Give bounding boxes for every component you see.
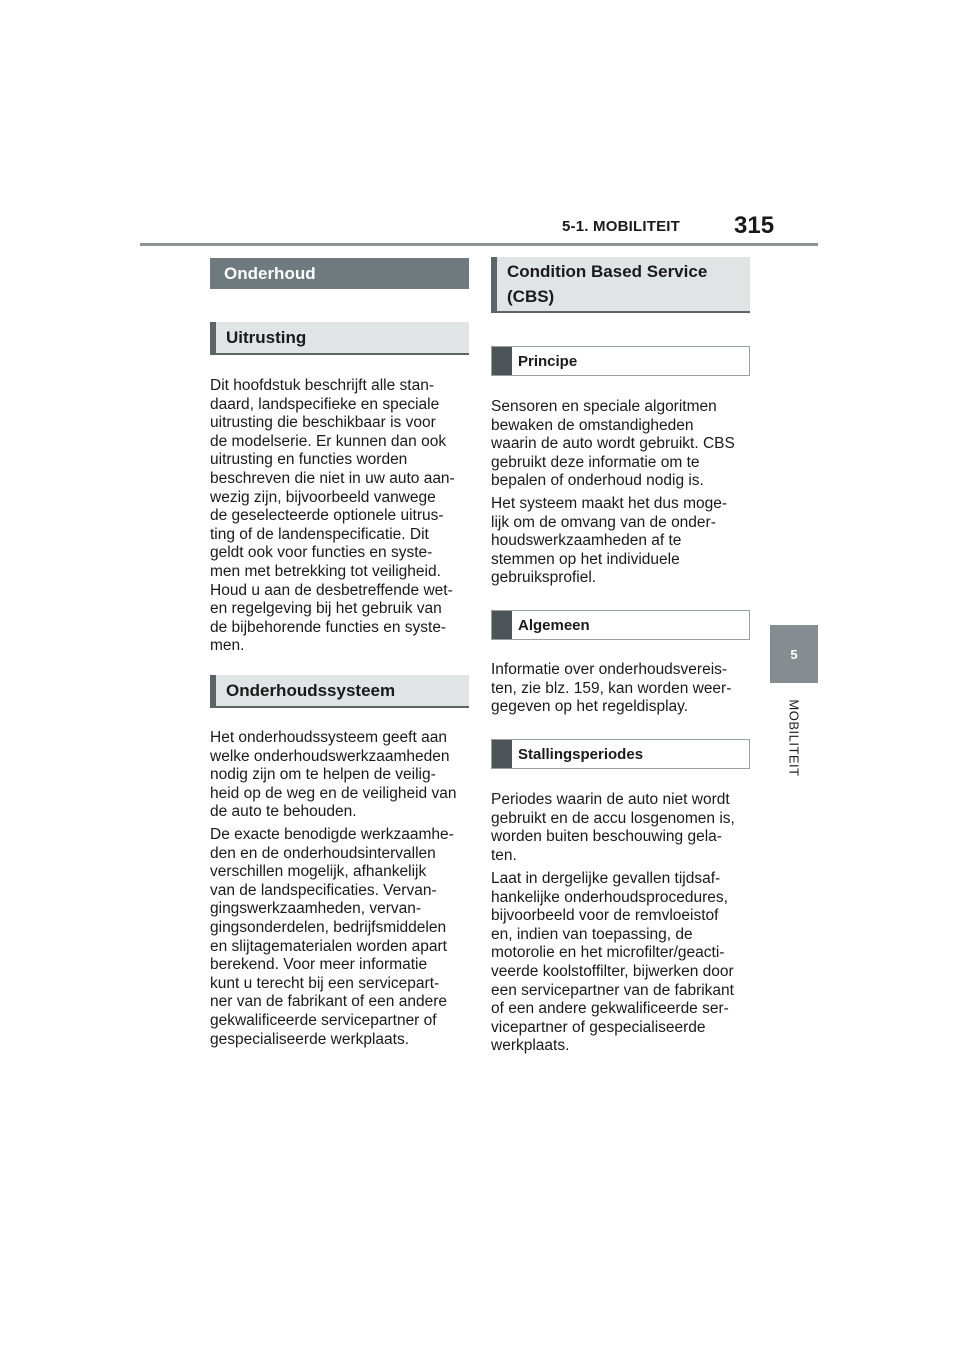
text-line: hankelijke onderhoudsprocedures, xyxy=(491,888,728,906)
text-line: gingswerkzaamheden, vervan- xyxy=(210,900,422,918)
section-title: 5-1. MOBILITEIT xyxy=(562,218,681,235)
heading-onderhoudssysteem-text: Onderhoudssysteem xyxy=(226,681,396,700)
heading-stallingsperiodes xyxy=(491,739,750,769)
text-line: verschillen mogelijk, afhankelijk xyxy=(210,863,427,881)
heading-algemeen xyxy=(491,610,750,640)
text-line: wezig zijn, bijvoorbeeld vanwege xyxy=(210,488,436,506)
text-line: bijvoorbeeld voor de remvloeistof xyxy=(491,907,719,925)
principe-paragraph-2 xyxy=(491,495,753,588)
text-line: motorolie en het microfilter/geacti- xyxy=(491,944,725,962)
text-line: de bijbehorende functies en syste- xyxy=(210,618,447,636)
heading-marker xyxy=(492,611,512,639)
text-line: heid op de weg en de veiligheid van xyxy=(210,784,457,802)
text-line: Het onderhoudssysteem geeft aan xyxy=(210,729,447,746)
text-line: de geselecteerde optionele uitrus- xyxy=(210,507,444,525)
principe-paragraph-1 xyxy=(491,398,753,491)
text-line: ten. xyxy=(491,846,517,864)
text-line: men met betrekking tot veiligheid. xyxy=(210,562,441,580)
text-line: bepalen of onderhoud nodig is. xyxy=(491,472,704,490)
text-line: waarin de auto wordt gebruikt. CBS xyxy=(491,435,735,453)
text-line: beschreven die niet in uw auto aan- xyxy=(210,469,455,487)
chapter-number: 5 xyxy=(790,646,798,662)
text-line: gegeven op het regeldisplay. xyxy=(491,698,689,716)
text-line: ner van de fabrikant of een andere xyxy=(210,993,447,1011)
text-line: en, indien van toepassing, de xyxy=(491,925,693,943)
text-line: van de landspecificaties. Vervan- xyxy=(210,881,437,899)
text-line: worden buiten beschouwing gela- xyxy=(491,828,722,846)
text-line: De exacte benodigde werkzaamhe- xyxy=(210,826,454,843)
text-line: nodig zijn om te helpen de veilig- xyxy=(210,766,436,784)
heading-cbs xyxy=(491,257,750,313)
text-line: de auto te behouden. xyxy=(210,803,357,821)
chapter-label: MOBILITEIT xyxy=(786,699,802,777)
text-line: geldt ook voor functies en syste- xyxy=(210,544,433,562)
heading-uitrusting xyxy=(210,322,469,355)
page-number: 315 xyxy=(734,212,775,239)
text-line: ting of de landenspecificatie. Dit xyxy=(210,525,429,543)
text-line: een servicepartner van de fabrikant xyxy=(491,981,734,999)
text-line: werkplaats. xyxy=(491,1037,570,1055)
text-line: stemmen op het individuele xyxy=(491,550,680,568)
text-line: Periodes waarin de auto niet wordt xyxy=(491,791,730,808)
text-line: en regelgeving bij het gebruik van xyxy=(210,600,442,618)
heading-cbs-line2: (CBS) xyxy=(507,287,555,306)
onderhoudssysteem-paragraph-2 xyxy=(210,826,472,1049)
stalling-paragraph-2 xyxy=(491,870,753,1056)
chapter-tab[interactable] xyxy=(770,625,818,683)
heading-principe-text: Principe xyxy=(518,352,578,370)
onderhoudssysteem-paragraph-1 xyxy=(210,729,472,822)
text-line: Laat in dergelijke gevallen tijdsaf- xyxy=(491,870,721,887)
text-line: of een andere gekwalificeerde ser- xyxy=(491,1000,729,1018)
stalling-paragraph-1 xyxy=(491,791,753,865)
text-line: en slijtagematerialen worden apart xyxy=(210,937,447,955)
uitrusting-paragraph xyxy=(210,377,472,656)
heading-onderhoud-text: Onderhoud xyxy=(224,263,316,283)
text-line: vicepartner of gespecialiseerde xyxy=(491,1018,706,1036)
heading-uitrusting-text: Uitrusting xyxy=(226,328,307,347)
text-line: gebruikt en de accu losgenomen is, xyxy=(491,809,735,827)
text-line: gespecialiseerde werkplaats. xyxy=(210,1030,410,1048)
heading-onderhoudssysteem xyxy=(210,675,469,708)
text-line: gebruiksprofiel. xyxy=(491,569,597,587)
text-line: ten, zie blz. 159, kan worden weer- xyxy=(491,679,732,697)
heading-onderhoud xyxy=(210,258,469,289)
text-line: bewaken de omstandigheden xyxy=(491,416,694,434)
heading-cbs-line1: Condition Based Service xyxy=(507,262,708,281)
text-line: houdswerkzaamheden af te xyxy=(491,532,682,550)
text-line: kunt u terecht bij een servicepart- xyxy=(210,974,440,992)
text-line: gebruikt deze informatie om te xyxy=(491,453,700,471)
algemeen-paragraph xyxy=(491,661,753,717)
text-line: veerde koolstoffilter, bijwerken door xyxy=(491,962,734,980)
text-line: gekwalificeerde servicepartner of xyxy=(210,1011,437,1029)
text-line: daard, landspecifieke en speciale xyxy=(210,395,440,413)
text-line: uitrusting die beschikbaar is voor xyxy=(210,414,436,432)
text-line: de modelserie. Er kunnen dan ook xyxy=(210,432,447,450)
heading-stallingsperiodes-text: Stallingsperiodes xyxy=(518,745,644,763)
text-line: uitrusting en functies worden xyxy=(210,451,408,469)
header-divider xyxy=(140,243,818,246)
text-line: Houd u aan de desbetreffende wet- xyxy=(210,581,453,599)
heading-principe xyxy=(491,346,750,376)
text-line: Het systeem maakt het dus moge- xyxy=(491,495,728,512)
text-line: den en de onderhoudsintervallen xyxy=(210,844,436,862)
text-line: berekend. Voor meer informatie xyxy=(210,956,428,974)
text-line: men. xyxy=(210,637,245,655)
text-line: welke onderhoudswerkzaamheden xyxy=(210,747,450,765)
text-line: Sensoren en speciale algoritmen xyxy=(491,398,717,415)
heading-algemeen-text: Algemeen xyxy=(518,616,590,634)
heading-marker xyxy=(492,347,512,375)
text-line: lijk om de omvang van de onder- xyxy=(491,513,716,531)
text-line: Informatie over onderhoudsvereis- xyxy=(491,661,728,678)
heading-marker xyxy=(492,740,512,768)
text-line: Dit hoofdstuk beschrijft alle stan- xyxy=(210,377,434,394)
text-line: gingsonderdelen, bedrijfsmiddelen xyxy=(210,918,447,936)
